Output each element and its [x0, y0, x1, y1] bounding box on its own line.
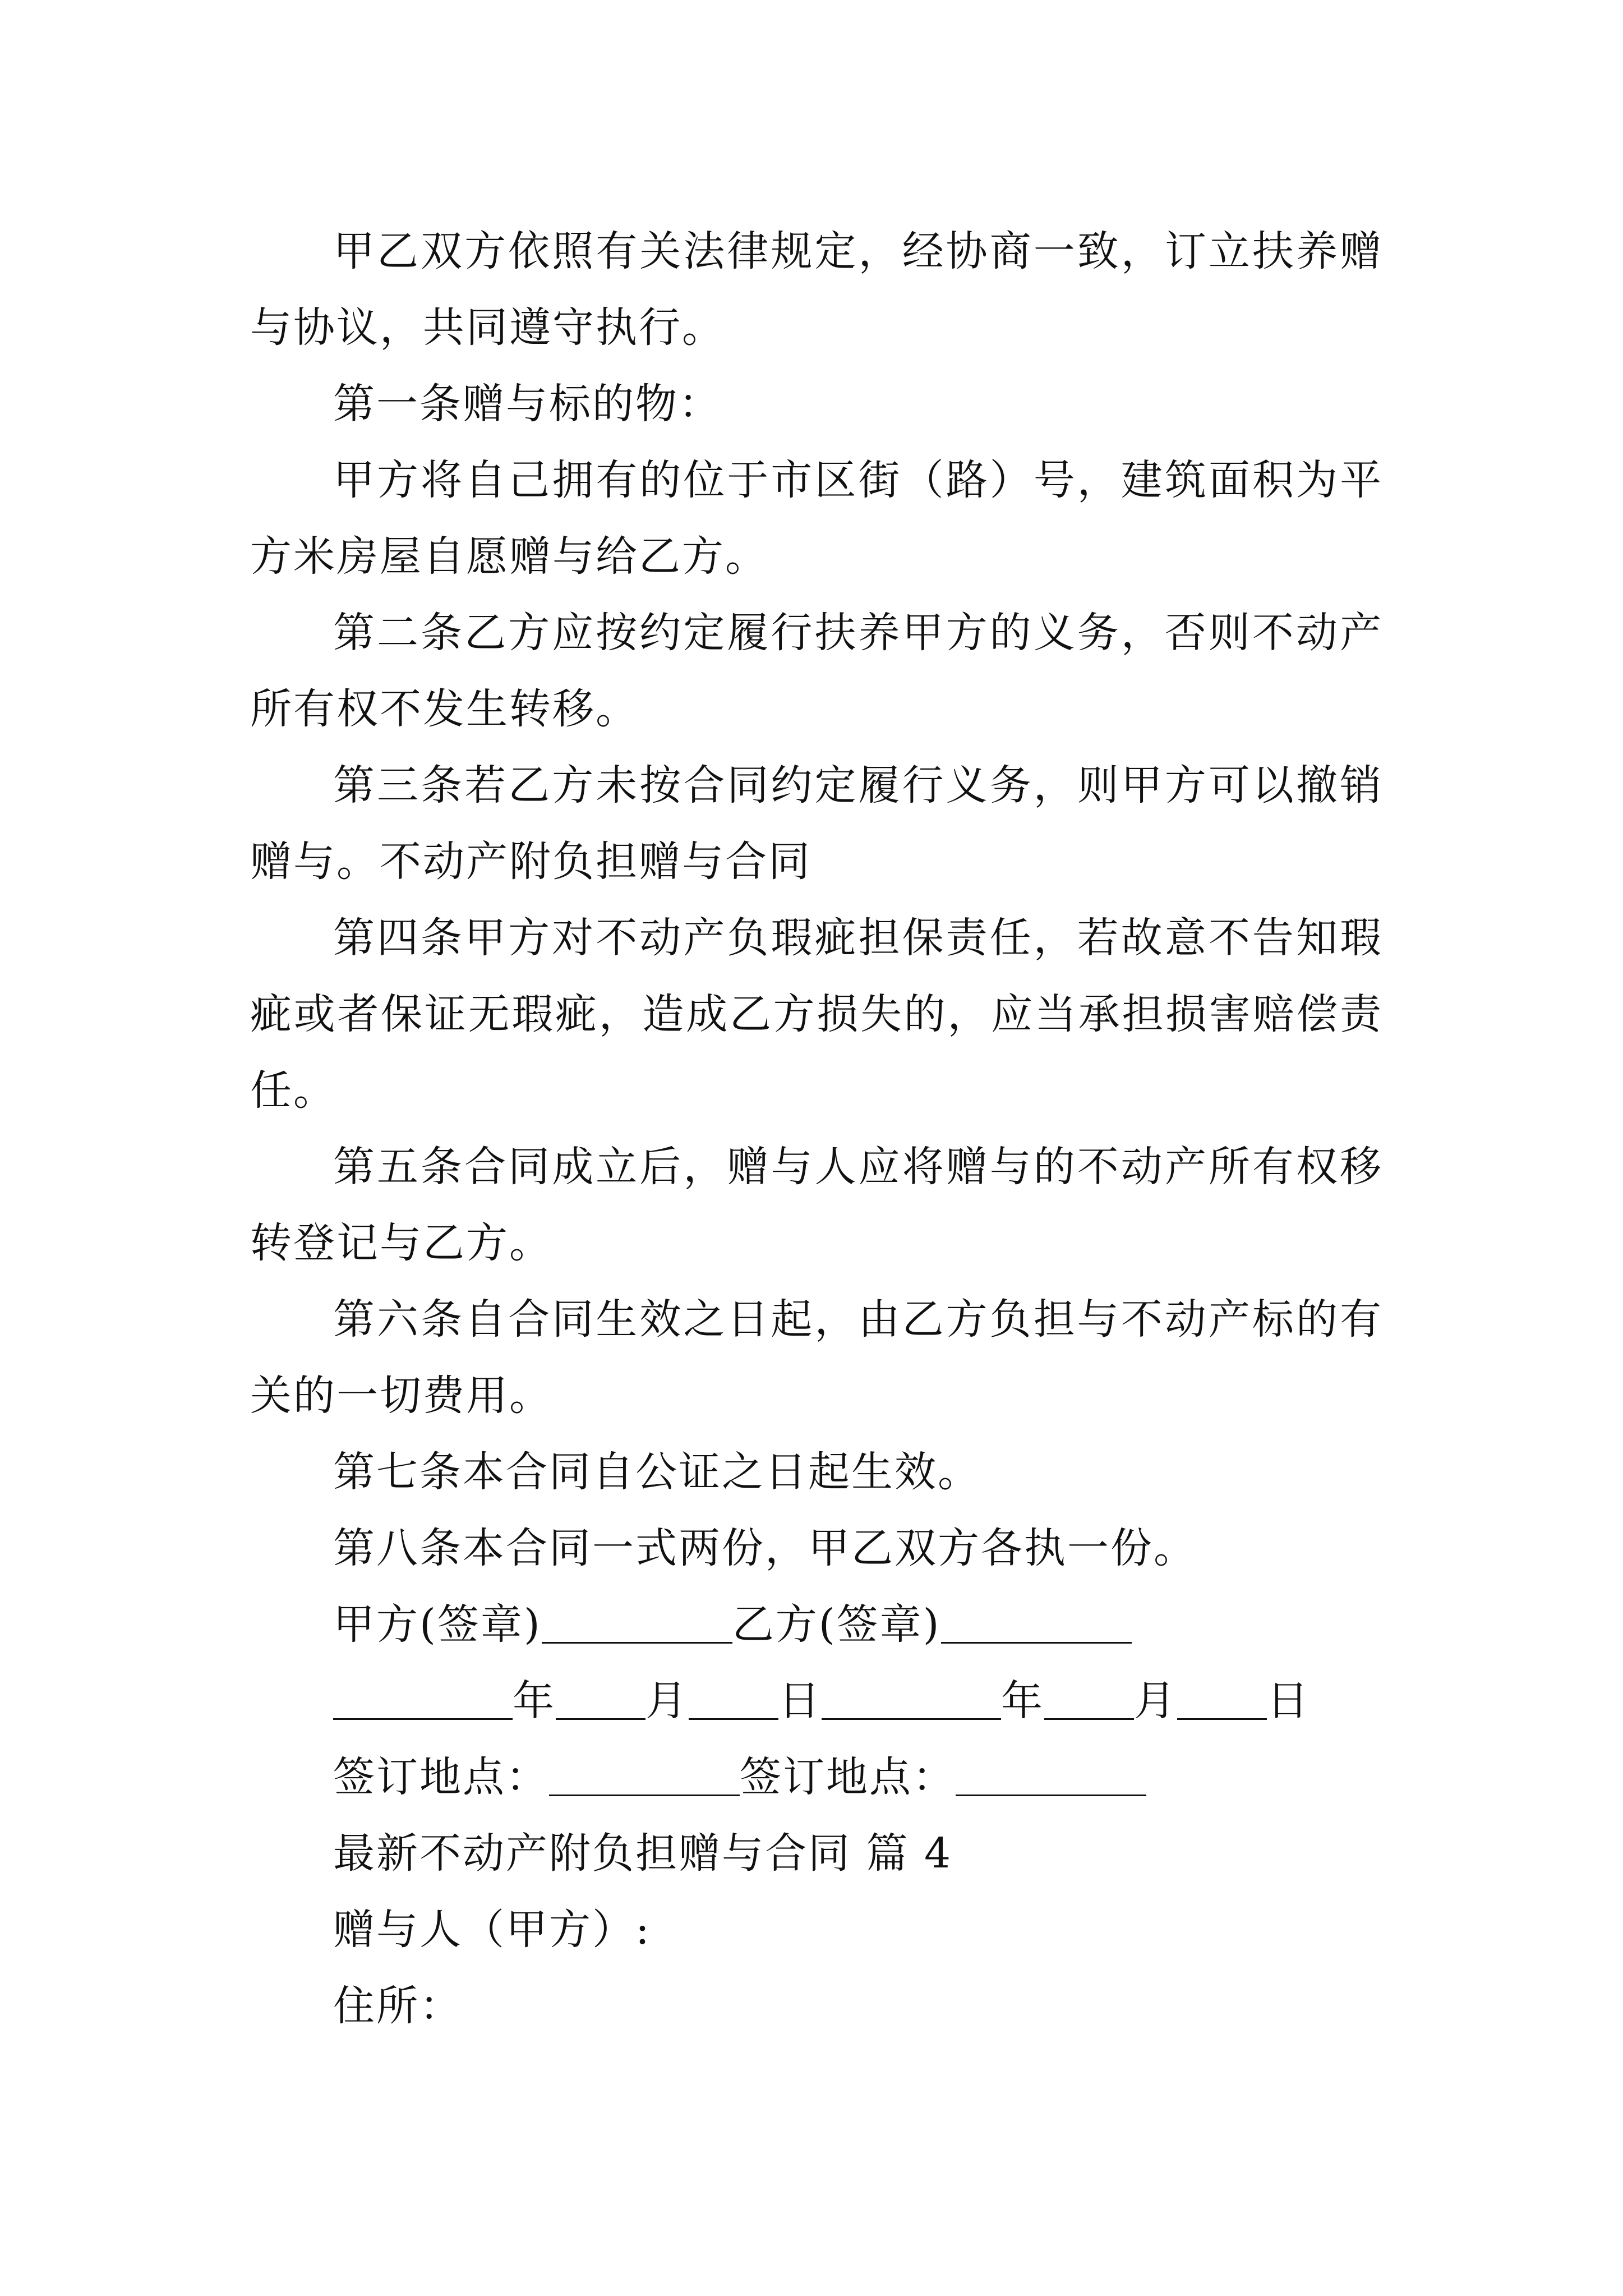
- paragraph-article-1-heading: 第一条赠与标的物：: [333, 380, 722, 428]
- party-a-day-blank: [689, 1677, 778, 1720]
- section-title: 最新不动产附负担赠与合同 篇 4: [333, 1829, 953, 1878]
- party-b-signature-label: 乙方(签章): [732, 1600, 941, 1649]
- paragraph-article-3: 第三条若乙方未按合同约定履行义务，则甲方可以撤销赠与。不动产附负担赠与合同: [250, 761, 1383, 886]
- paragraph-article-1-body: 甲方将自己拥有的位于市区街（路）号，建筑面积为平方米房屋自愿赠与给乙方。: [250, 456, 1383, 581]
- address-label: 住所：: [333, 1982, 463, 2030]
- paragraph-article-6: 第六条自合同生效之日起，由乙方负担与不动产标的有关的一切费用。: [250, 1295, 1383, 1420]
- party-a-day-label: 日: [778, 1677, 822, 1725]
- signing-place-row: [250, 1739, 1383, 1815]
- party-a-place-blank: [549, 1753, 740, 1796]
- paragraph-article-5: 第五条合同成立后，赠与人应将赠与的不动产所有权移转登记与乙方。: [250, 1143, 1383, 1267]
- document-body: [250, 213, 1383, 2044]
- party-a-month-label: 月: [645, 1677, 689, 1725]
- paragraph-article-2: 第二条乙方应按约定履行扶养甲方的义务，否则不动产所有权不发生转移。: [250, 609, 1383, 733]
- party-a-place-label: 签订地点：: [333, 1753, 549, 1801]
- signature-row: [250, 1586, 1383, 1663]
- paragraph-preamble: 甲乙双方依照有关法律规定，经协商一致，订立扶养赠与协议，共同遵守执行。: [250, 227, 1383, 352]
- party-b-place-blank: [956, 1753, 1146, 1796]
- party-b-month-blank: [1044, 1677, 1134, 1720]
- party-b-place-label: 签订地点：: [740, 1753, 956, 1801]
- party-a-signature-blank: [542, 1600, 732, 1644]
- party-a-month-blank: [556, 1677, 645, 1720]
- paragraph-article-8: 第八条本合同一式两份，甲乙双方各执一份。: [333, 1524, 1197, 1572]
- party-b-signature-blank: [941, 1600, 1132, 1644]
- party-b-day-blank: [1177, 1677, 1267, 1720]
- party-b-year-label: 年: [1001, 1677, 1044, 1725]
- party-a-year-blank: [333, 1677, 513, 1720]
- date-row: [250, 1663, 1383, 1739]
- party-b-year-blank: [822, 1677, 1001, 1720]
- paragraph-article-4: 第四条甲方对不动产负瑕疵担保责任，若故意不告知瑕疵或者保证无瑕疵，造成乙方损失的，应当承担损害赔偿责任。: [250, 914, 1383, 1115]
- party-a-signature-label: 甲方(签章): [333, 1600, 542, 1649]
- party-b-day-label: 日: [1267, 1677, 1310, 1725]
- paragraph-article-7: 第七条本合同自公证之日起生效。: [333, 1448, 981, 1496]
- party-b-month-label: 月: [1134, 1677, 1177, 1725]
- donor-label: 赠与人（甲方）:: [333, 1906, 651, 1954]
- party-a-year-label: 年: [513, 1677, 556, 1725]
